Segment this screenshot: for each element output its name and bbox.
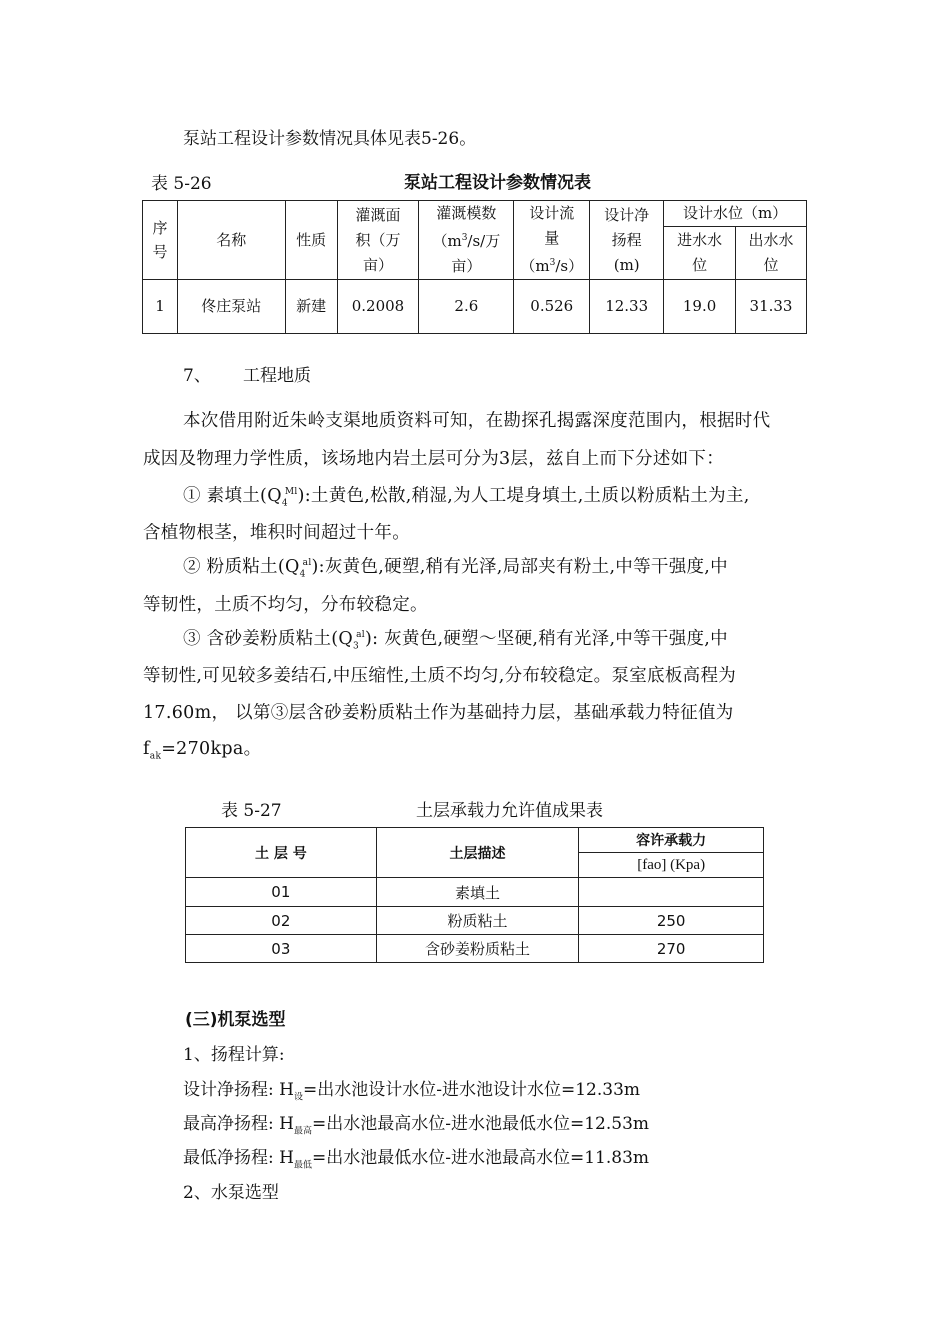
cell-inlet: 19.0 [664, 280, 736, 334]
table2-number: 表 5-27 [221, 801, 282, 821]
cell-layer-no: 02 [186, 907, 377, 935]
calc-min-head: 最低净扬程: $H_{最低}=$出水池最低水位-进水池最高水位=11.83m [183, 1148, 650, 1171]
cell-area: 0.2008 [337, 280, 419, 334]
layer3-line4: $f_{ak}=270kpa$。 [143, 739, 262, 762]
table1-number: 表 5-26 [151, 174, 212, 194]
geology-p1-line1: 本次借用附近朱岭支渠地质资料可知，在勘探孔揭露深度范围内，根据时代 [183, 411, 771, 431]
layer3-line3: 17.60m， 以第③层含砂姜粉质粘土作为基础持力层，基础承载力特征值为 [143, 703, 734, 723]
intro-text: 泵站工程设计参数情况具体见表5-26。 [183, 129, 477, 149]
cell-modulus: 2.6 [419, 280, 514, 334]
header-inlet: 进水水 位 [664, 227, 736, 280]
header-level-group: 设计水位（m） [664, 201, 807, 227]
table-row [186, 878, 764, 907]
header-flow: 设计流 量 $(m^3/s)$ [514, 201, 590, 280]
header-nature: 性质 [285, 201, 337, 280]
section7-number: 7、 [183, 366, 211, 386]
layer3-line2: 等韧性,可见较多姜结石,中压缩性,土质不均匀,分布较稳定。泵室底板高程为 [143, 666, 737, 686]
calc-sub2: 2、水泵选型 [183, 1183, 279, 1203]
header-capacity: 容许承载力 [579, 828, 764, 853]
cell-description: 含砂姜粉质粘土 [376, 935, 579, 963]
table-row [186, 907, 764, 935]
calc-max-head: 最高净扬程: $H_{最高}=$出水池最高水位-进水池最低水位=12.53m [183, 1114, 650, 1137]
header-modulus: 灌溉模数 （$m^3/s/$万 亩） [419, 201, 514, 280]
cell-layer-no: 03 [186, 935, 377, 963]
table-row [143, 280, 807, 334]
layer1-line1: ① 素填土$(Q_4^{Ml})$:土黄色,松散,稍湿,为人工堤身填土,土质以粉质粘土为主, [183, 486, 750, 509]
bearing-capacity-table [185, 827, 764, 963]
cell-head: 12.33 [590, 280, 664, 334]
cell-capacity: 270 [579, 935, 764, 963]
cell-capacity [579, 878, 764, 907]
calc-sub1: 1、扬程计算: [183, 1045, 285, 1065]
layer1-line2: 含植物根茎，堆积时间超过十年。 [143, 523, 410, 543]
cell-flow: 0.526 [514, 280, 590, 334]
cell-description: 素填土 [376, 878, 579, 907]
layer2-line1: ② 粉质粘土$(Q_4^{al})$:灰黄色,硬塑,稍有光泽,局部夹有粉土,中等干强度,中 [183, 557, 728, 580]
header-outlet: 出水水 位 [736, 227, 807, 280]
cell-capacity: 250 [579, 907, 764, 935]
table-row [186, 935, 764, 963]
header-capacity-unit: [fao] (Kpa) [579, 853, 764, 878]
header-area: 灌溉面 积（万 亩） [337, 201, 419, 280]
header-head: 设计净 扬程 (m) [590, 201, 664, 280]
section3-title: (三)机泵选型 [185, 1010, 286, 1030]
design-params-table [142, 200, 807, 334]
section7-title: 工程地质 [243, 366, 311, 386]
table1-title: 泵站工程设计参数情况表 [404, 173, 591, 193]
header-name: 名称 [177, 201, 285, 280]
geology-p1-line2: 成因及物理力学性质，该场地内岩土层可分为3层，兹自上而下分述如下： [143, 449, 725, 469]
cell-layer-no: 01 [186, 878, 377, 907]
cell-seq: 1 [143, 280, 178, 334]
layer2-line2: 等韧性，土质不均匀，分布较稳定。 [143, 595, 428, 615]
header-description: 土层描述 [376, 828, 579, 878]
calc-design-head: 设计净扬程: $H_设=$出水池设计水位-进水池设计水位=12.33m [183, 1080, 641, 1103]
cell-outlet: 31.33 [736, 280, 807, 334]
header-seq: 序号 [143, 201, 178, 280]
cell-description: 粉质粘土 [376, 907, 579, 935]
cell-name: 佟庄泵站 [177, 280, 285, 334]
layer3-line1: ③ 含砂姜粉质粘土$(Q_3^{al})$: 灰黄色,硬塑～坚硬,稍有光泽,中等干强度,中 [183, 629, 728, 652]
cell-nature: 新建 [285, 280, 337, 334]
header-layer-no: 土 层 号 [186, 828, 377, 878]
table2-title: 土层承载力允许值成果表 [416, 801, 603, 821]
